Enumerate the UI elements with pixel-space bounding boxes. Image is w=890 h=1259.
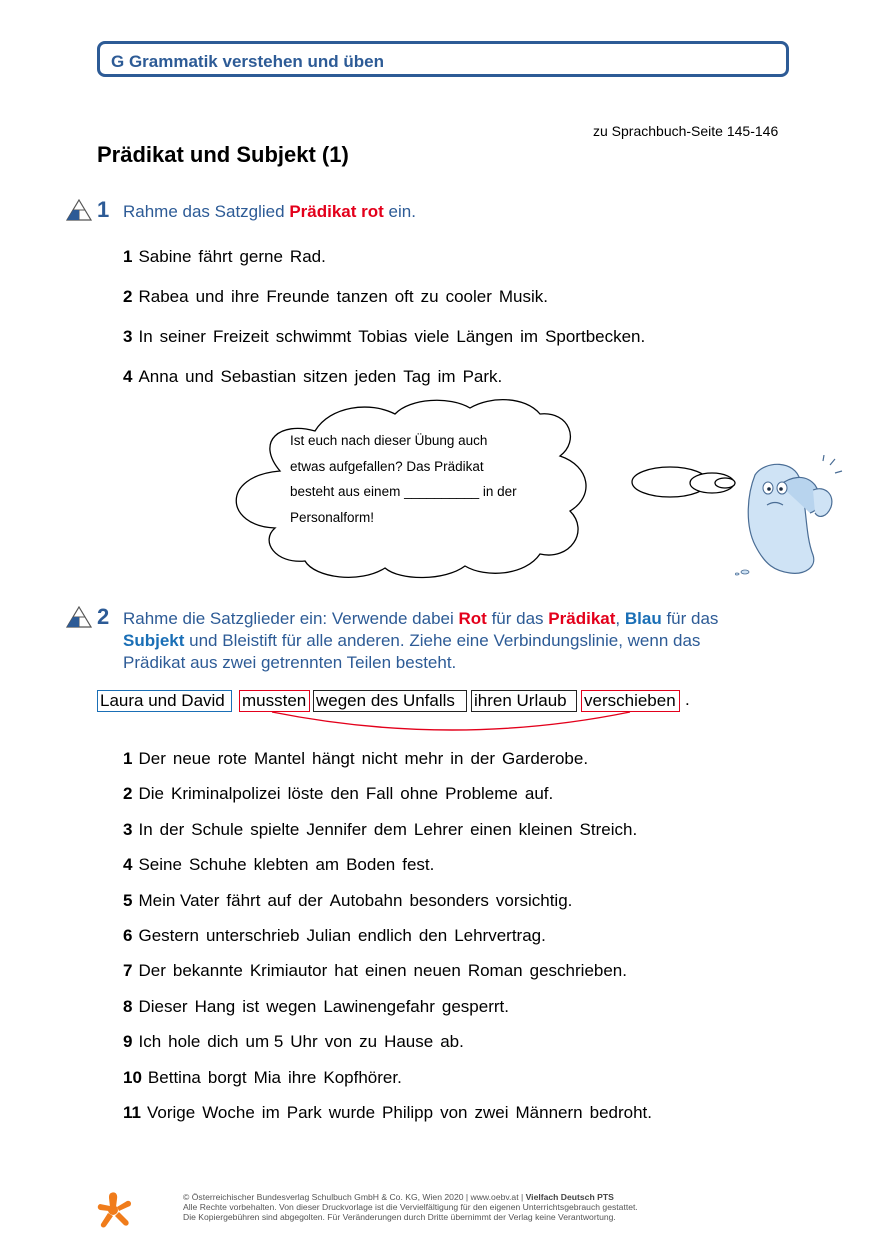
sentence-word[interactable]: von	[440, 1103, 468, 1122]
sentence-word[interactable]: Gestern	[138, 926, 199, 945]
sentence-word[interactable]: ab.	[440, 1032, 464, 1052]
task1-instruction: Rahme das Satzglied Prädikat rot ein.	[123, 202, 416, 221]
sentence-word[interactable]: Mein Vater	[138, 890, 220, 910]
sentence-word[interactable]: einen	[364, 961, 407, 981]
sentence-word[interactable]: im	[261, 1103, 280, 1122]
mascot-illustration	[735, 455, 845, 580]
task2-instruction: Rahme die Satzglieder ein: Verwende dabei Rot für das Prädikat, Blau für das Subjekt und Bleistift für alle anderen. Ziehe eine Verbindungslinie, wenn das Prädikat aus zwei getrennten Teilen besteht.	[123, 609, 719, 672]
example-predicate-box: verschieben	[581, 690, 680, 712]
task2-item	[123, 926, 553, 946]
task1-item	[123, 327, 652, 347]
item-number: 3	[123, 327, 133, 346]
sentence-word[interactable]: zu	[420, 287, 439, 306]
sentence-word[interactable]: Seine	[138, 855, 182, 875]
task2-item	[123, 1032, 471, 1052]
footer-copyright: © Österreichischer Bundesverlag Schulbuch GmbH & Co. KG, Wien 2020 | www.oebv.at | Vielfach Deutsch PTS Alle Rechte vorbehalten. Von dieser Druckvorlage ist die Vervielfältigung für den eigenen Unterrichtsgebrauch gestattet. Die Kopiergebühren sind abgegolten. Für Veränderungen durch Dritte übernimmt der Verlag keine Verantwortung.	[183, 1192, 638, 1222]
item-number: 3	[123, 819, 133, 839]
predicate-connection-line	[268, 710, 638, 738]
item-number: 6	[123, 926, 133, 945]
sentence-word[interactable]: kleinen	[518, 819, 573, 839]
sentence-word[interactable]: dem	[373, 819, 407, 839]
sentence-word[interactable]: zu	[359, 1032, 378, 1052]
sentence-word[interactable]: Fall	[365, 784, 394, 804]
sentence-word[interactable]: in	[450, 749, 464, 768]
sentence-word[interactable]: In	[138, 327, 153, 346]
sentence-word[interactable]: Roman	[467, 961, 523, 981]
difficulty-pyramid-icon	[66, 199, 92, 221]
sentence-word[interactable]: endlich	[357, 926, 412, 945]
sentence-word[interactable]: Ich	[138, 1032, 162, 1052]
sentence-word[interactable]: ihre	[288, 1067, 317, 1087]
sentence-word[interactable]: Schuhe	[188, 855, 247, 875]
sentence-word[interactable]: Garderobe.	[502, 749, 589, 768]
sentence-word[interactable]: Musik.	[498, 287, 548, 306]
sentence-word[interactable]: bekannte	[172, 961, 243, 981]
thought-bubble-text: Ist euch nach dieser Übung auch etwas aufgefallen? Das Prädikat besteht aus einem __________ in der Personalform!	[290, 433, 517, 525]
sentence-word[interactable]: um 5	[245, 1032, 284, 1052]
sentence-word[interactable]: neue	[172, 749, 211, 768]
sentence-word[interactable]: oft	[394, 287, 414, 306]
task1-item	[123, 367, 509, 387]
item-number: 9	[123, 1032, 133, 1052]
sentence-word[interactable]: schwimmt	[275, 327, 352, 346]
item-number: 2	[123, 287, 133, 306]
sentence-word[interactable]: Freizeit	[212, 327, 269, 346]
sentence-word[interactable]: Lehrvertrag.	[454, 926, 546, 945]
sentence-word[interactable]: Autobahn	[329, 890, 403, 910]
sentence-word[interactable]: Der	[138, 749, 166, 768]
task2-item	[123, 820, 644, 840]
sentence-word[interactable]: im	[520, 327, 539, 346]
sentence-word[interactable]: Die	[138, 784, 164, 804]
sentence-word[interactable]: wegen	[266, 996, 317, 1016]
sentence-word[interactable]: Tobias	[358, 327, 408, 346]
sentence-word[interactable]: Hause	[384, 1032, 434, 1052]
sentence-word[interactable]: tanzen	[336, 287, 388, 306]
sentence-word[interactable]: ist	[242, 996, 260, 1016]
sentence-word[interactable]: Mantel	[254, 749, 306, 768]
sentence-word[interactable]: Park	[286, 1103, 322, 1122]
task1-item	[123, 247, 333, 267]
sentence-word[interactable]: Woche	[202, 1103, 255, 1122]
sentence-word[interactable]: Sportbecken.	[545, 327, 646, 346]
sentence-word[interactable]: einen	[470, 819, 512, 839]
sentence-word[interactable]: bedroht.	[589, 1103, 653, 1122]
sentence-word[interactable]: Längen	[456, 327, 514, 346]
book-reference: zu Sprachbuch-Seite 145-146	[593, 123, 779, 139]
sentence-word[interactable]: nicht	[361, 749, 398, 768]
sentence-word[interactable]: Jennifer	[306, 819, 367, 839]
sentence-word[interactable]: der	[159, 819, 185, 839]
sentence-word[interactable]: dich	[207, 1032, 239, 1052]
sentence-word[interactable]: löste	[287, 784, 324, 804]
task2-item	[123, 749, 595, 769]
item-number: 10	[123, 1067, 142, 1087]
sentence-word[interactable]: mehr	[404, 749, 444, 768]
sentence-word[interactable]: hängt	[312, 749, 355, 768]
sentence-word[interactable]: wurde	[328, 1103, 376, 1122]
sentence-word[interactable]: Bettina	[147, 1067, 201, 1087]
sentence-word[interactable]: Uhr	[290, 1032, 318, 1052]
sentence-word[interactable]: fest.	[402, 855, 435, 875]
sentence-word[interactable]: gesperrt.	[441, 996, 509, 1016]
task1-item	[123, 287, 555, 307]
example-object-box: ihren Urlaub	[471, 690, 577, 712]
sentence-word[interactable]: von	[324, 1032, 353, 1052]
sentence-word[interactable]: Tag	[403, 367, 431, 386]
sentence-word[interactable]: Kopfhörer.	[323, 1067, 402, 1087]
difficulty-pyramid-icon	[66, 606, 92, 628]
item-number: 7	[123, 961, 133, 981]
sentence-word[interactable]: Freunde	[266, 287, 330, 306]
sentence-word[interactable]: In	[138, 819, 153, 839]
sentence-word[interactable]: ohne	[400, 784, 439, 804]
sentence-word[interactable]: vorsichtig.	[495, 890, 573, 910]
sentence-word[interactable]: spielte	[250, 819, 300, 839]
item-number: 4	[123, 367, 133, 386]
task2-item	[123, 961, 634, 981]
sentence-word[interactable]: den	[418, 926, 448, 945]
item-number: 1	[123, 749, 133, 768]
task2-number: 2	[97, 604, 110, 629]
sentence-word[interactable]: Probleme	[445, 784, 518, 804]
task2-item	[123, 784, 560, 804]
item-number: 1	[123, 247, 133, 266]
example-subject-box: Laura und David	[97, 690, 232, 712]
item-number: 4	[123, 855, 133, 875]
sentence-word[interactable]: Sebastian	[220, 367, 297, 386]
task2-item	[123, 891, 579, 911]
task2-item	[123, 1068, 409, 1088]
item-number: 11	[123, 1103, 141, 1122]
sentence-word[interactable]: viele	[414, 327, 450, 346]
sentence-word[interactable]: hat	[334, 961, 358, 981]
sentence-word[interactable]: Kriminalpolizei	[170, 784, 281, 804]
sentence-word[interactable]: Der	[138, 961, 166, 981]
item-number: 2	[123, 784, 133, 804]
task2-item	[123, 855, 441, 875]
sentence-word[interactable]: Lehrer	[413, 819, 464, 839]
sentence-word[interactable]: neuen	[413, 961, 461, 981]
sentence-word[interactable]: Krimiautor	[249, 961, 328, 981]
sentence-word[interactable]: Rad.	[289, 247, 326, 266]
item-number: 5	[123, 890, 133, 910]
sentence-word[interactable]: rote	[217, 749, 247, 768]
sentence-word[interactable]: fährt	[226, 890, 261, 910]
sentence-word[interactable]: Vorige	[146, 1103, 196, 1122]
task2-item	[123, 1103, 659, 1123]
sentence-word[interactable]: und	[195, 287, 224, 306]
sentence-word[interactable]: Park.	[462, 367, 503, 386]
sentence-word[interactable]: und	[185, 367, 214, 386]
sentence-word[interactable]: Streich.	[579, 819, 638, 839]
sentence-word[interactable]: Boden	[346, 855, 396, 875]
task1-number: 1	[97, 197, 110, 222]
sentence-word[interactable]: zwei	[474, 1103, 509, 1122]
sentence-word[interactable]: Hang	[194, 996, 236, 1016]
sentence-word[interactable]: auf	[267, 890, 292, 910]
sentence-word[interactable]: am	[315, 855, 340, 875]
sentence-word[interactable]: borgt	[207, 1067, 247, 1087]
sentence-word[interactable]: Anna	[138, 367, 179, 386]
sentence-word[interactable]: gerne	[239, 247, 283, 266]
sentence-word[interactable]: Dieser	[138, 996, 188, 1016]
example-object-box: wegen des Unfalls	[313, 690, 467, 712]
publisher-logo-icon	[97, 1191, 133, 1229]
sentence-word[interactable]: auf.	[524, 784, 554, 804]
sentence-word[interactable]: Philipp	[382, 1103, 434, 1122]
sentence-word[interactable]: fährt	[198, 247, 233, 266]
sentence-word[interactable]: Sabine	[138, 247, 192, 266]
sentence-word[interactable]: den	[330, 784, 359, 804]
sentence-word[interactable]: Mia	[253, 1067, 282, 1087]
sentence-word[interactable]: Schule	[191, 819, 244, 839]
sentence-word[interactable]: geschrieben.	[529, 961, 627, 981]
item-number: 8	[123, 996, 133, 1016]
sentence-word[interactable]: cooler	[445, 287, 492, 306]
sentence-word[interactable]: ihre	[230, 287, 260, 306]
page-title: Prädikat und Subjekt (1)	[97, 142, 349, 167]
sentence-word[interactable]: jeden	[354, 367, 397, 386]
sentence-word[interactable]: Männern	[515, 1103, 583, 1122]
sentence-word[interactable]: der	[470, 749, 496, 768]
sentence-word[interactable]: besonders	[409, 890, 489, 910]
sentence-word[interactable]: Julian	[306, 926, 351, 945]
sentence-word[interactable]: klebten	[253, 855, 309, 875]
sentence-word[interactable]: Rabea	[138, 287, 189, 306]
sentence-word[interactable]: der	[298, 890, 323, 910]
sentence-word[interactable]: im	[437, 367, 456, 386]
sentence-word[interactable]: unterschrieb	[205, 926, 300, 945]
sentence-word[interactable]: Lawinengefahr	[323, 996, 435, 1016]
header-label: G Grammatik verstehen und üben	[111, 52, 385, 71]
task2-item	[123, 997, 516, 1017]
example-predicate-box: mussten	[239, 690, 310, 712]
sentence-word[interactable]: sitzen	[303, 367, 348, 386]
example-period: .	[685, 690, 690, 709]
sentence-word[interactable]: seiner	[159, 327, 206, 346]
sentence-word[interactable]: hole	[168, 1032, 201, 1052]
